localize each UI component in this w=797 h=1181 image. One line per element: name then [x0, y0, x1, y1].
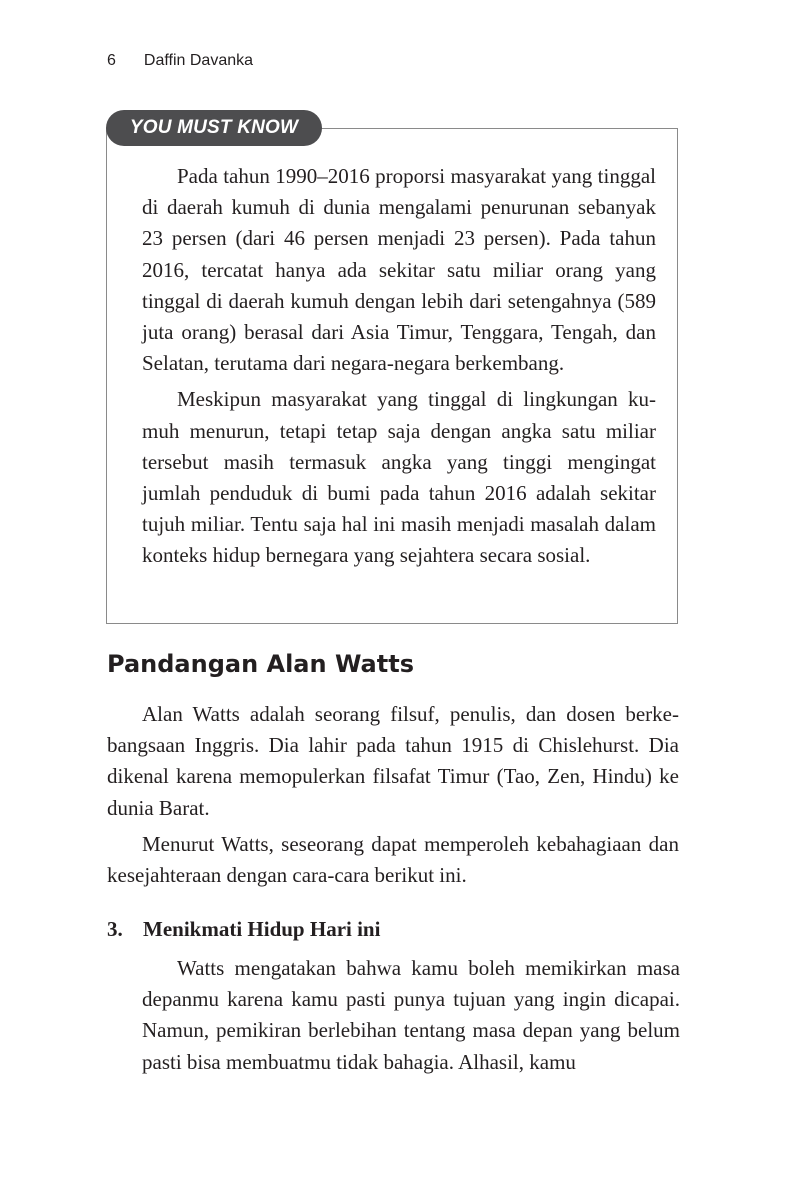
section-heading: Pandangan Alan Watts	[107, 650, 414, 678]
running-header-author: Daffin Davanka	[143, 52, 254, 69]
subsection-title: Menikmati Hidup Hari ini	[143, 917, 381, 941]
page-number: 6	[107, 52, 116, 69]
subsection-heading	[107, 914, 380, 945]
callout-body	[142, 161, 656, 572]
body-paragraph: Menurut Watts, seseorang dapat memperoleh kebahagiaan dan kesejahteraan dengan cara-cara berikut ini.	[107, 831, 679, 888]
callout-paragraph: Meskipun masyarakat yang tinggal di lingkungan kumuh menurun, tetapi tetap saja dengan angka satu miliar tersebut masih termasuk angka yang tinggi mengingat jumlah penduduk di bumi pada tahun 2016 adalah sekitar tujuh miliar. Tentu saja hal ini masih menjadi masalah dalam konteks hidup bernegara yang sejahtera secara sosial.	[142, 387, 656, 568]
running-header	[107, 52, 253, 70]
you-must-know-label: YOU MUST KNOW	[106, 110, 322, 146]
subsection-paragraph: Watts mengatakan bahwa kamu boleh memikirkan masa depanmu karena kamu pasti punya tujuan yang ingin dicapai. Namun, pemikiran berlebihan tentang masa depan yang belum pasti bisa membuatmu tidak bahagia. Alhasil, kamu	[142, 956, 680, 1074]
callout-paragraph: Pada tahun 1990–2016 proporsi masyarakat yang tinggal di daerah kumuh di dunia mengalami penurunan sebanyak 23 persen (dari 46 persen menjadi 23 persen). Pada tahun 2016, tercatat hanya ada sekitar satu miliar orang yang tinggal di daerah kumuh dengan lebih dari setengahnya (589 juta orang) berasal dari Asia Timur, Tenggara, Tengah, dan Selatan, terutama dari negara-negara berkembang.	[142, 164, 656, 376]
subsection-body	[142, 953, 680, 1078]
section-body	[107, 699, 679, 891]
body-paragraph: Alan Watts adalah seorang filsuf, penulis, dan dosen berkebangsaan Inggris. Dia lahir pada tahun 1915 di Chislehurst. Dia dikenal karena memopulerkan filsafat Timur (Tao, Zen, Hindu) ke dunia Barat.	[107, 702, 679, 820]
subsection-number: 3.	[107, 917, 123, 941]
